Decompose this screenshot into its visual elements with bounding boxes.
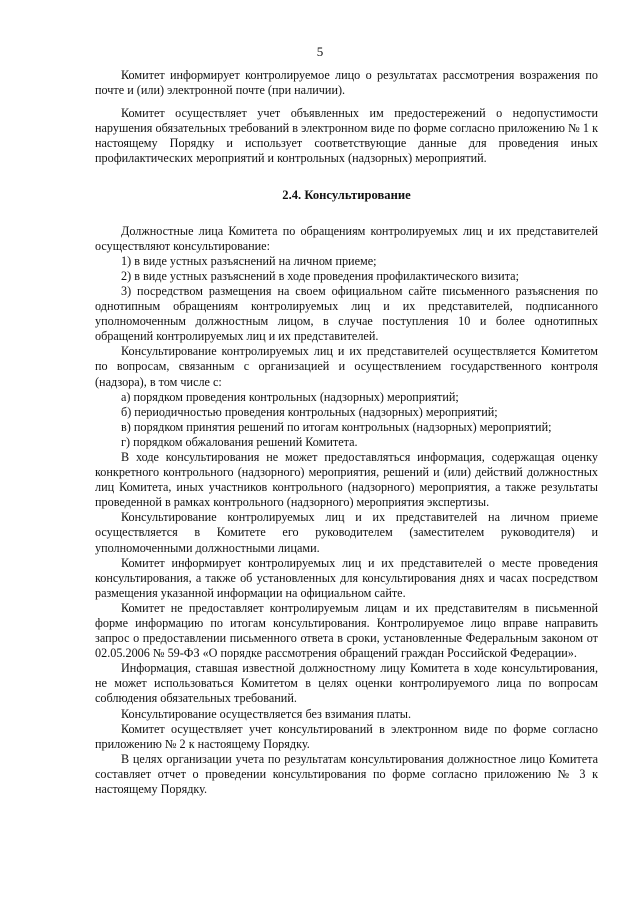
body-paragraph: Информация, ставшая известной должностному лицу Комитета в ходе консультирования, не может использоваться Комитетом в целях оценки контролируемого лица по вопросам соблюдения обязательных требований. (95, 661, 598, 706)
page-number: 5 (316, 44, 324, 59)
body-paragraph: Консультирование осуществляется без взимания платы. (121, 706, 412, 721)
list-item: 2) в виде устных разъяснений в ходе проведения профилактического визита; (121, 268, 519, 283)
body-paragraph: Консультирование контролируемых лиц и их представителей осуществляется Комитетом по вопросам, связанным с организацией и осуществлением государственного контроля (надзора), в том числе с: (95, 344, 598, 389)
body-paragraph: В ходе консультирования не может предоставляться информация, содержащая оценку конкретного контрольного (надзорного) мероприятия, решений и (или) действий должностных лиц Комитета, иных участников контрольного (надзорного) мероприятия, а также результаты проведенной в рамках контрольного (надзорного) мероприятия экспертизы. (95, 449, 598, 510)
list-item: 1) в виде устных разъяснений на личном приеме; (121, 253, 377, 268)
intro-paragraph: Комитет осуществляет учет объявленных им предостережений о недопустимости нарушения обязательных требований в электронном виде по форме согласно приложению № 1 к настоящему Порядку и использует соответствующие данные для проведения иных профилактических мероприятий и контрольных (надзорных) мероприятий. (95, 106, 598, 166)
body-paragraph: В целях организации учета по результатам консультирования должностное лицо Комитета составляет отчет о проведении консультирования по форме согласно приложению № 3 к настоящему Порядку. (95, 751, 598, 797)
list-item: б) периодичностью проведения контрольных (надзорных) мероприятий; (121, 404, 498, 419)
intro-paragraph: Комитет информирует контролируемое лицо о результатах рассмотрения возражения по почте и (или) электронной почте (при наличии). (95, 68, 598, 98)
list-item: в) порядком принятия решений по итогам контрольных (надзорных) мероприятий; (121, 419, 552, 434)
section-title: 2.4. Консультирование (282, 187, 411, 202)
body-paragraph: Консультирование контролируемых лиц и их представителей на личном приеме осуществляется в Комитете его руководителем (заместителем руководителя) и уполномоченными должностными лицами. (95, 510, 598, 555)
list-item: г) порядком обжалования решений Комитета. (121, 434, 358, 449)
body-paragraph: Комитет не предоставляет контролируемым лицам и их представителям в письменной форме информацию по итогам консультирования. Контролируемое лицо вправе направить запрос о предоставлении письменного ответа в сроки, установленные Федеральным законом от 02.05.2006 № 59-ФЗ «О порядке рассмотрения обращений граждан Российской Федерации». (95, 600, 598, 661)
body-paragraph: Комитет информирует контролируемых лиц и их представителей о месте проведения консультирования, а также об установленных для консультирования днях и часах посредством размещения указанной информации на официальном сайте. (95, 555, 598, 600)
body-paragraph: Комитет осуществляет учет консультирований в электронном виде по форме согласно приложению № 2 к настоящему Порядку. (95, 721, 598, 751)
list-item: 3) посредством размещения на своем официальном сайте письменного разъяснения по однотипным обращениям контролируемых лиц и их представителей, подписанного уполномоченным должностным лицом, в случае поступления 10 и более однотипных обращений контролируемых лиц и их представителей. (95, 283, 598, 344)
body-paragraph: Должностные лица Комитета по обращениям контролируемых лиц и их представителей осуществляют консультирование: (95, 223, 598, 253)
document-body (95, 68, 598, 797)
list-item: а) порядком проведения контрольных (надзорных) мероприятий; (121, 389, 459, 404)
